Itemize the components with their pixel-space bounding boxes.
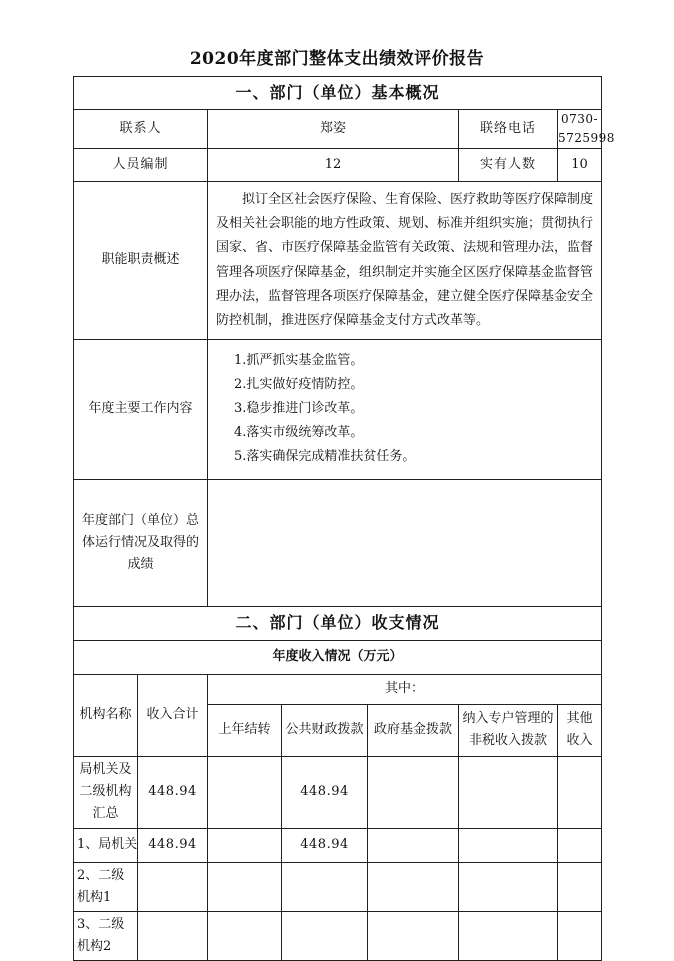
overall-value [208,479,602,606]
row-nontax [459,911,558,960]
work-list [208,339,602,479]
phone-label: 联络电话 [459,110,558,149]
row-gov-fund [368,828,459,862]
duty-label: 职能职责概述 [74,182,208,339]
row-gov-fund [368,911,459,960]
row-other [558,756,602,828]
col-gov-fund-header: 政府基金拨款 [368,704,459,756]
staff-quota-label: 人员编制 [74,149,208,182]
work-item: 5.落实确保完成精准扶贫任务。 [234,449,416,465]
row-org-name: 1、局机关 [74,828,138,862]
overall-row [74,479,602,606]
section1-heading: 一、部门（单位）基本概况 [74,77,602,110]
row-nontax [459,862,558,911]
section2-heading: 二、部门（单位）收支情况 [74,606,602,640]
section2-heading-row [74,606,602,640]
row-prev [208,862,282,911]
table-row [74,756,602,828]
staff-row [74,149,602,182]
row-nontax [459,756,558,828]
col-other-header: 其他收入 [558,704,602,756]
row-total: 448.94 [138,828,208,862]
row-other [558,862,602,911]
row-nontax [459,828,558,862]
income-title-row [74,640,602,674]
row-org-name: 局机关及二级机构汇总 [74,756,138,828]
overall-label: 年度部门（单位）总体运行情况及取得的成绩 [74,479,208,606]
col-prev-header: 上年结转 [208,704,282,756]
report-table [73,76,615,961]
row-prev [208,911,282,960]
col-nontax-header: 纳入专户管理的非税收入拨款 [459,704,558,756]
row-fiscal [282,862,368,911]
row-gov-fund [368,756,459,828]
row-fiscal [282,911,368,960]
row-gov-fund [368,862,459,911]
row-other [558,828,602,862]
col-among-header: 其中： [208,674,602,704]
row-other [558,911,602,960]
work-label: 年度主要工作内容 [74,339,208,479]
work-row [74,339,602,479]
work-item: 3.稳步推进门诊改革。 [234,401,364,417]
row-total [138,911,208,960]
work-item: 1.抓严抓实基金监管。 [234,353,364,369]
table-row [74,862,602,911]
duty-text: 拟订全区社会医疗保险、生育保险、医疗救助等医疗保障制度及相关社会职能的地方性政策、规划、标准并组织实施；贯彻执行国家、省、市医疗保障基金监管有关政策、法规和管理办法，监督管理各项医疗保障基金，组织制定并实施全区医疗保障基金监督管理办法，监督管理各项医疗保障基金，建立健全医疗保障基金安全防控机制，推进医疗保障基金支付方式改革等。 [208,182,602,339]
row-fiscal: 448.94 [282,828,368,862]
row-org-name: 2、二级机构1 [74,862,138,911]
row-total [138,862,208,911]
row-total: 448.94 [138,756,208,828]
col-org-header: 机构名称 [74,674,138,756]
table-row [74,828,602,862]
table-row [74,911,602,960]
income-header-row-1 [74,674,602,704]
income-title: 年度收入情况（万元） [74,640,602,674]
contact-label: 联系人 [74,110,208,149]
actual-staff-label: 实有人数 [459,149,558,182]
staff-quota-value: 12 [208,149,459,182]
contact-value: 郑姿 [208,110,459,149]
col-total-header: 收入合计 [138,674,208,756]
row-org-name: 3、二级机构2 [74,911,138,960]
actual-staff-value: 10 [558,149,602,182]
work-item: 2.扎实做好疫情防控。 [234,377,364,393]
row-fiscal: 448.94 [282,756,368,828]
section1-heading-row [74,77,602,110]
row-prev [208,828,282,862]
phone-value: 0730-5725998 [558,110,602,149]
col-fiscal-header: 公共财政拨款 [282,704,368,756]
work-item: 4.落实市级统筹改革。 [234,425,364,441]
report-title: 2020年度部门整体支出绩效评价报告 [189,49,485,69]
row-prev [208,756,282,828]
duty-row [74,182,602,339]
contact-row [74,110,602,149]
